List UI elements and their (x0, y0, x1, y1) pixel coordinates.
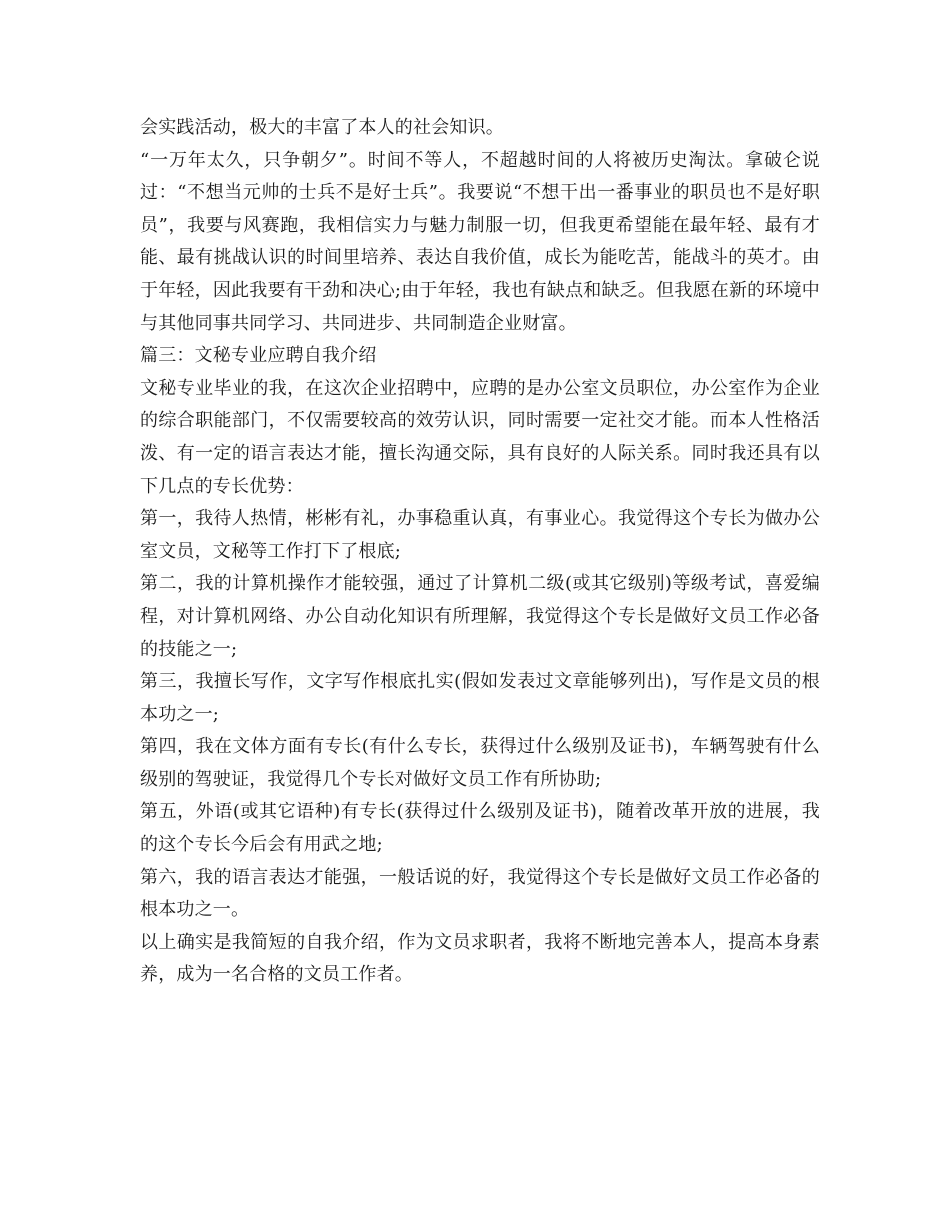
paragraph-6: 第三，我擅长写作，文字写作根底扎实(假如发表过文章能够列出)，写作是文员的根本功之一; (140, 671, 820, 725)
paragraph-9: 第六，我的语言表达才能强，一般话说的好，我觉得这个专长是做好文员工作必备的根本功之一。 (140, 866, 820, 921)
paragraph-3: 文秘专业毕业的我，在这次企业招聘中，应聘的是办公室文员职位，办公室作为企业的综合职能部门，不仅需要较高的效劳认识，同时需要一定社交才能。而本人性格活泼、有一定的语言表达才能，擅长沟通交际，具有良好的人际关系。同时我还具有以下几点的专长优势： (140, 377, 820, 497)
document-body (140, 112, 820, 992)
paragraph-8: 第五，外语(或其它语种)有专长(获得过什么级别及证书)，随着改革开放的进展，我的这个专长今后会有用武之地; (140, 801, 820, 856)
section-heading: 篇三：文秘专业应聘自我介绍 (140, 345, 377, 367)
paragraph-1: 会实践活动，极大的丰富了本人的社会知识。 (140, 117, 504, 138)
paragraph-10: 以上确实是我简短的自我介绍，作为文员求职者，我将不断地完善本人，提高本身素养，成为一名合格的文员工作者。 (140, 931, 820, 986)
paragraph-5: 第二，我的计算机操作才能较强，通过了计算机二级(或其它级别)等级考试，喜爱编程，对计算机网络、办公自动化知识有所理解，我觉得这个专长是做好文员工作必备的技能之一; (140, 573, 820, 660)
paragraph-7: 第四，我在文体方面有专长(有什么专长，获得过什么级别及证书)，车辆驾驶有什么级别的驾驶证，我觉得几个专长对做好文员工作有所协助; (140, 736, 820, 790)
paragraph-4: 第一，我待人热情，彬彬有礼，办事稳重认真，有事业心。我觉得这个专长为做办公室文员，文秘等工作打下了根底; (140, 508, 820, 562)
paragraph-2: “一万年太久，只争朝夕”。时间不等人，不超越时间的人将被历史淘汰。拿破仑说过：“不想当元帅的士兵不是好士兵”。我要说“不想干出一番事业的职员也不是好职员”，我要与风赛跑，我相信实力与魅力制服一切，但我更希望能在最年轻、最有才能、最有挑战认识的时间里培养、表达自我价值，成长为能吃苦，能战斗的英才。由于年轻，因此我要有干劲和决心;由于年轻，我也有缺点和缺乏。但我愿在新的环境中与其他同事共同学习、共同进步、共同制造企业财富。 (140, 149, 820, 334)
